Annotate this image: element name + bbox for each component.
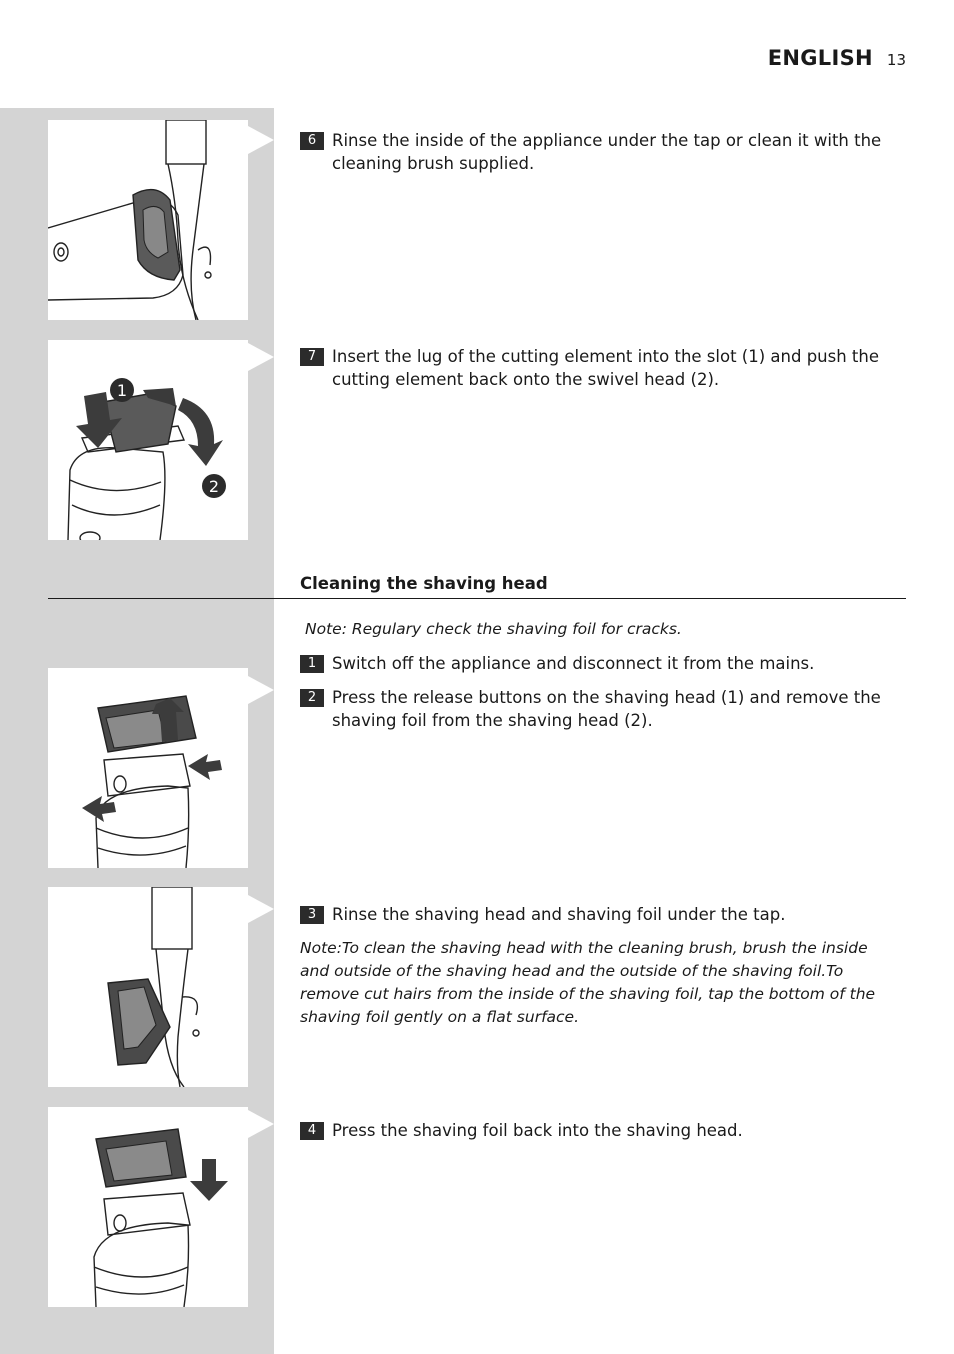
figure-rinse-shaving-head xyxy=(48,887,248,1087)
step-text: Rinse the inside of the appliance under the tap or clean it with the cleaning brush supplied. xyxy=(332,131,882,173)
step-text: Press the shaving foil back into the shaving head. xyxy=(332,1121,743,1140)
figure-press-foil-back xyxy=(48,1107,248,1307)
figure-pointer xyxy=(248,343,274,371)
figure-rinse-appliance xyxy=(48,120,248,320)
step-6 xyxy=(300,129,900,175)
figure-pointer xyxy=(248,895,274,923)
step-number-badge: 1 xyxy=(300,655,324,673)
figure-insert-cutting-element xyxy=(48,340,248,540)
note-cleaning-brush: Note:To clean the shaving head with the cleaning brush, brush the inside and outside of the shaving head and the outside of the shaving foil.To remove cut hairs from the inside of the shaving foil, tap the bottom of the shaving foil gently on a flat surface. xyxy=(300,939,876,1026)
step-number-badge: 2 xyxy=(300,689,324,707)
rinse-shaving-head-illustration xyxy=(48,887,248,1087)
insert-cutting-element-illustration xyxy=(48,340,248,540)
remove-shaving-foil-illustration xyxy=(48,668,248,868)
step-1 xyxy=(300,652,900,675)
step-text: Rinse the shaving head and shaving foil under the tap. xyxy=(332,905,786,924)
step-4 xyxy=(300,1119,900,1142)
figure-pointer xyxy=(248,126,274,154)
language-label: ENGLISH xyxy=(767,46,873,70)
section-divider xyxy=(48,598,906,599)
note-check-cracks: Note: Regulary check the shaving foil for cracks. xyxy=(305,620,682,638)
step-text: Press the release buttons on the shaving head (1) and remove the shaving foil from the shaving head (2). xyxy=(332,688,881,730)
rinse-appliance-illustration xyxy=(48,120,248,320)
press-foil-back-illustration xyxy=(48,1107,248,1307)
step-number-badge: 3 xyxy=(300,906,324,924)
figure-pointer xyxy=(248,676,274,704)
step-number-badge: 4 xyxy=(300,1122,324,1140)
step-text: Insert the lug of the cutting element into the slot (1) and push the cutting element back onto the swivel head (2). xyxy=(332,347,880,389)
section-title: Cleaning the shaving head xyxy=(300,574,548,593)
step-2 xyxy=(300,686,900,732)
step-text: Switch off the appliance and disconnect it from the mains. xyxy=(332,654,815,673)
step-7 xyxy=(300,345,900,391)
step-3 xyxy=(300,903,900,926)
figure-remove-shaving-foil xyxy=(48,668,248,868)
callout-1: 1 xyxy=(116,381,128,400)
figure-pointer xyxy=(248,1110,274,1138)
page-header xyxy=(768,46,906,70)
page-number: 13 xyxy=(886,51,906,69)
step-number-badge: 7 xyxy=(300,348,324,366)
step-number-badge: 6 xyxy=(300,132,324,150)
callout-2: 2 xyxy=(208,477,220,496)
